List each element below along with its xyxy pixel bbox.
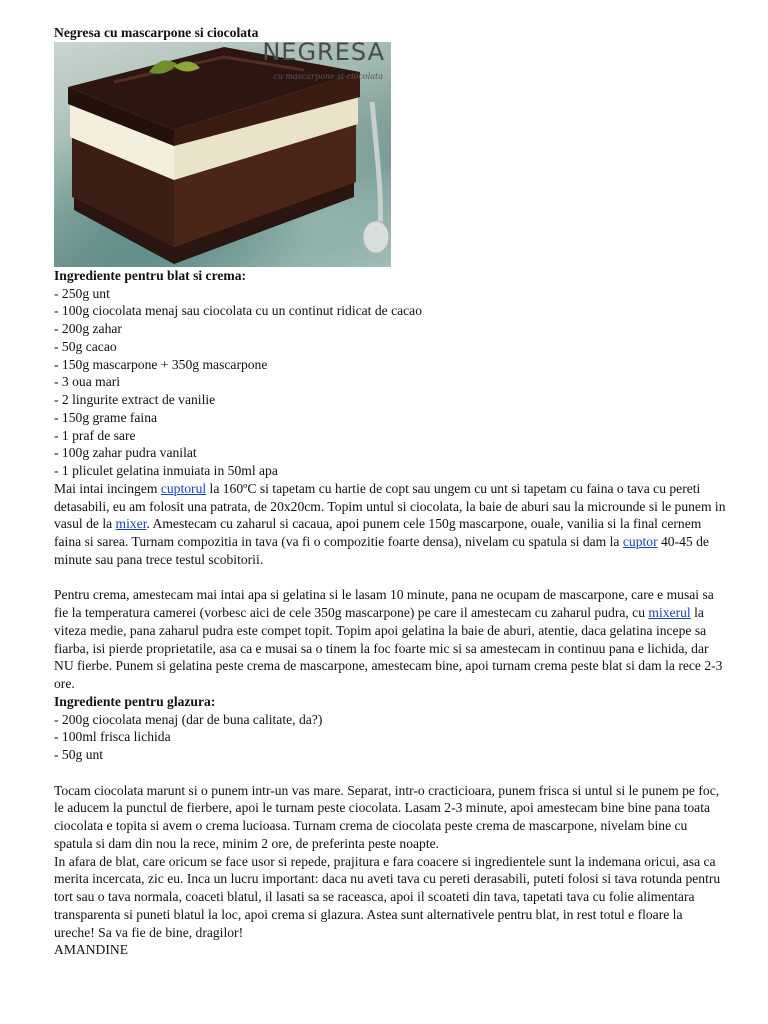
link-mixerul[interactable]: mixerul (648, 605, 691, 620)
text-run: Mai intai incingem (54, 480, 161, 496)
list-item: - 150g mascarpone + 350g mascarpone (54, 356, 268, 372)
list-item: - 50g unt (54, 747, 104, 762)
spacer (54, 764, 726, 782)
text-run: . Amestecam cu zaharul si cacaua, apoi punem cele 150g mascarpone, ouale, vanilia si la final cernem faina si sarea. Turnam compozitia in tava (va fi o compozitie foarte densa), nivelam cu spatula si dam la (54, 516, 702, 549)
ingredients-heading-glaze: Ingrediente pentru glazura: (54, 693, 216, 709)
ingredients-list-base (54, 285, 726, 480)
instructions-paragraph-glaze: Tocam ciocolata marunt si o punem intr-un vas mare. Separat, intr-o cracticioara, punem frisca si untul si le punem pe foc, le aducem la punctul de fierbere, apoi le turnam peste ciocolata. Lasam 2-3 minute, apoi amestecam bine bine pana toata ciocolata e topita si avem o crema lucioasa. Turnam crema de ciocolata peste crema de mascarpone, nivelam bine cu spatula si dam din nou la rece, minim 2 ore, de preferinta peste noapte. (54, 782, 720, 851)
text-run: la viteza medie, pana zaharul pudra este compet topit. Topim apoi gelatina la baie de aburi, atentie, daca gelatina incepe sa fiarba, isi pierde proprietatile, asa ca e musai sa o tinem la foc foarte mic si sa amestecam in continuu pana e lichida, dar NU fierbe. Punem si gelatina peste crema de mascarpone, amestecam bine, apoi turnam crema peste blat si dam la rece 2-3 ore. (54, 605, 723, 691)
text-run: 40-45 de minute sau pana trece testul scobitorii. (54, 534, 709, 567)
document-page (54, 24, 726, 959)
text-run: la 160ºC si tapetam cu hartie de copt sau ungem cu unt si tapetam cu faina o tava cu pereti detasabili, eu am folosit una patrata, de 20x20cm. Topim untul si ciocolata, la baie de aburi sau la microunde si le punem in vasul de la (54, 480, 726, 532)
list-item: - 200g ciocolata menaj (dar de buna calitate, da?) (54, 711, 323, 727)
photo-brand-text: NEGRESA (262, 41, 385, 66)
signature: AMANDINE (54, 942, 129, 958)
cake-photo (54, 42, 391, 267)
list-item: - 50g cacao (54, 338, 117, 354)
list-item: - 100g zahar pudra vanilat (54, 445, 197, 461)
list-item: - 100ml frisca lichida (54, 729, 171, 745)
link-cuptor[interactable]: cuptor (622, 534, 658, 549)
list-item: - 100g ciocolata menaj sau ciocolata cu un continut ridicat de cacao (54, 303, 423, 319)
spacer (54, 569, 726, 587)
list-item: - 2 lingurite extract de vanilie (54, 392, 216, 407)
ingredients-list-glaze (54, 711, 726, 764)
ingredients-heading-base: Ingrediente pentru blat si crema: (54, 267, 247, 283)
link-mixer[interactable]: mixer (115, 516, 147, 532)
list-item: - 1 pliculet gelatina inmuiata in 50ml apa (54, 463, 278, 478)
instructions-paragraph-base (54, 480, 726, 569)
instructions-paragraph-cream (54, 586, 726, 693)
list-item: - 1 praf de sare (54, 427, 136, 443)
link-cuptorul[interactable]: cuptorul (160, 480, 207, 496)
text-run: Pentru crema, amestecam mai intai apa si gelatina si le lasam 10 minute, pana ne ocupam de mascarpone, care e musai sa fie la temperatura camerei (vorbesc aici de cele 350g mascarpone) pe care il amestecam cu zaharul pudra, cu (54, 587, 714, 620)
list-item: - 250g unt (54, 285, 110, 301)
list-item: - 150g grame faina (54, 409, 158, 425)
photo-brand-subtitle: cu mascarpone si ciocolata (273, 71, 383, 81)
recipe-title: Negresa cu mascarpone si ciocolata (54, 25, 259, 40)
list-item: - 3 oua mari (54, 374, 121, 390)
notes-paragraph: In afara de blat, care oricum se face usor si repede, prajitura e fara coacere si ingredientele sunt la indemana oricui, asa ca merita incercata, zic eu. Inca un lucru important: daca nu aveti tava cu pereti derasabili, puteti folosi si tava rotunda pentru tort sau o tava normala, coaceti blatul, il lasati sa se raceasca, apoi il scoateti din tava, tapetati tava cu folie alimentara transparenta si puneti blatul la loc, apoi crema si glazura. Astea sunt alternativele pentru blat, in rest totul e floare la ureche! Sa va fie de bine, dragilor! (54, 853, 721, 940)
list-item: - 200g zahar (54, 321, 122, 336)
